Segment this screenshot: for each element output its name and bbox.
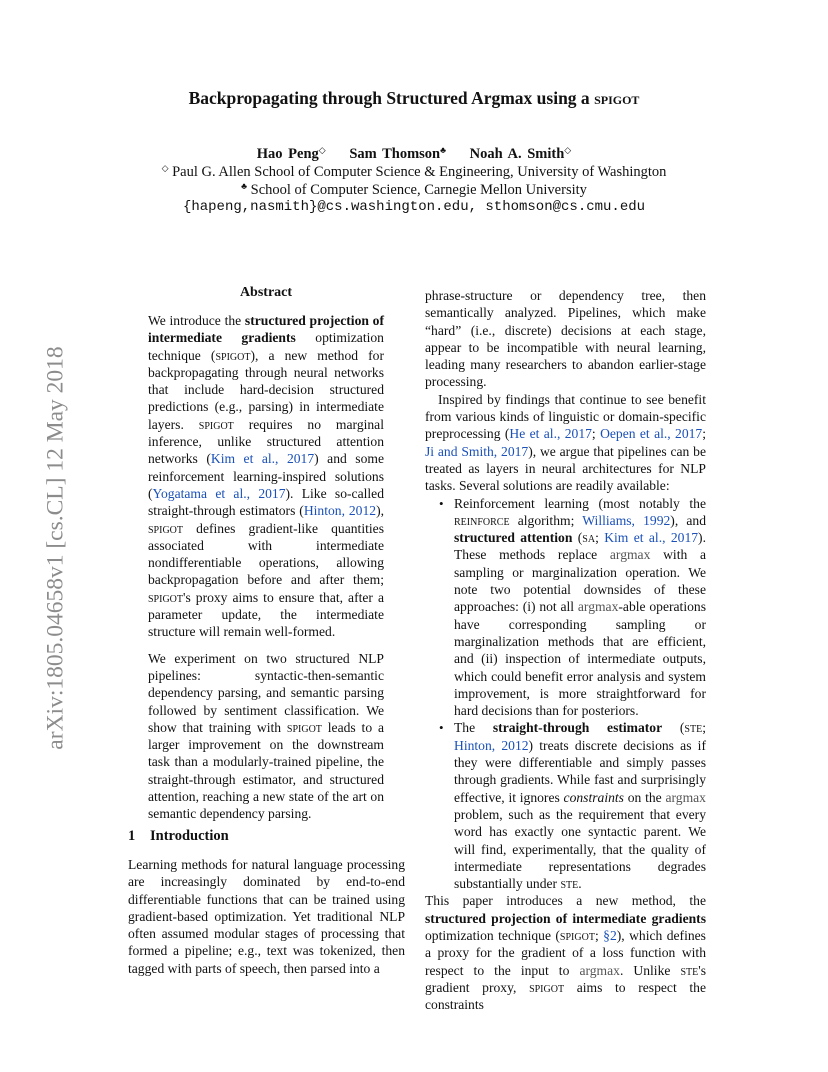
solutions-list (425, 495, 706, 893)
author-name: Hao Peng (256, 146, 319, 162)
author-name: Noah A. Smith (469, 146, 565, 162)
body-paragraph: Learning methods for natural language processing are increasingly dominated by end-to-end differentiable functions that can be trained using gradient-based optimization. Yet traditional NLP often assumed modular stages of processing that formed a pipeline; e.g., text was tokenized, then tagged with parts of speech, then parsed into a (128, 857, 405, 976)
abstract-paragraph: We introduce the structured projection of intermediate gradients optimization technique (spigot), a new method for backpropagating through neural networks that include hard-decision structured predictions (e.g., parsing) in intermediate layers. spigot requires no marginal inference, unlike structured attention networks (Kim et al., 2017) and some reinforcement learning-inspired solutions (Yogatama et al., 2017). Like so-called straight-through estimators (Hinton, 2012), spigot defines gradient-like quantities associated with intermediate nondifferentiable operations, allowing backpropagation before and after them; spigot's proxy aims to ensure that, after a parameter update, the intermediate structure will remain well-formed. (148, 313, 385, 640)
list-item: • Reinforcement learning (most notably the reinforce algorithm; Williams, 1992), and structured attention (sa; Kim et al., 2017). These methods replace argmax with a sampling or marginalization operation. We note two potential downsides of these approaches: (i) not all argmax-able operations have corresponding sampling or marginalization methods that are efficient, and (ii) inspection of intermediate outputs, which could benefit error analysis and system improvement, is more straightforward for hard decisions than for posteriors. (439, 495, 707, 719)
author-name: Sam Thomson (349, 146, 441, 162)
intro-right-column (425, 287, 706, 1013)
abstract-heading: Abstract (239, 285, 293, 300)
paper-title: Backpropagating through Structured Argmax using a spigot (188, 88, 640, 108)
body-paragraph: Inspired by findings that continue to see benefit from various kinds of linguistic or domain-specific preprocessing (He et al., 2017; Oepen et al., 2017; Ji and Smith, 2017), we argue that pipelines can be treated as layers in neural architectures for NLP tasks. Several solutions are readily available: (425, 391, 706, 494)
list-item: • The straight-through estimator (ste; Hinton, 2012) treats discrete decisions as if they were differentiable and simply passes through gradients. While fast and surprisingly effective, it ignores constraints on the argmax problem, such as the requirement that every word has exactly one syntactic parent. We will find, experimentally, that the quality of intermediate representations degrades substantially under ste. (439, 720, 706, 892)
bullet-icon: • (439, 495, 444, 511)
abstract-body (148, 312, 384, 823)
affiliation-line: ◇ Paul G. Allen School of Computer Science & Engineering, University of Washington (161, 163, 667, 180)
abstract-paragraph: We experiment on two structured NLP pipelines: syntactic-then-semantic dependency parsing, and semantic parsing followed by sentiment classification. We show that training with spigot leads to a larger improvement on the downstream task than a modularly-trained pipeline, the straight-through estimator, and structured attention, reaching a new state of the art on semantic dependency parsing. (148, 650, 384, 822)
author-emails: {hapeng,nasmith}@cs.washington.edu, sthomson@cs.cmu.edu (182, 199, 646, 215)
intro-left-column (128, 856, 405, 977)
body-paragraph: phrase-structure or dependency tree, then semantically analyzed. Pipelines, which make “hard” (i.e., discrete) decisions at each stage, appear to be incompatible with neural learning, leading many researchers to abandon earlier-stage processing. (425, 288, 706, 390)
bullet-icon: • (439, 720, 444, 736)
body-paragraph: This paper introduces a new method, the structured projection of intermediate gradients optimization technique (spigot; §2), which defines a proxy for the gradient of a loss function with respect to the input to argmax. Unlike ste's gradient proxy, spigot aims to respect the constraints (425, 893, 706, 1013)
section-heading-introduction: 1 Introduction (128, 828, 229, 844)
author-list: Hao Peng◇ Sam Thomson♣ Noah A. Smith◇ (256, 145, 572, 162)
affiliation-line: ♣ School of Computer Science, Carnegie Mellon University (241, 181, 587, 198)
